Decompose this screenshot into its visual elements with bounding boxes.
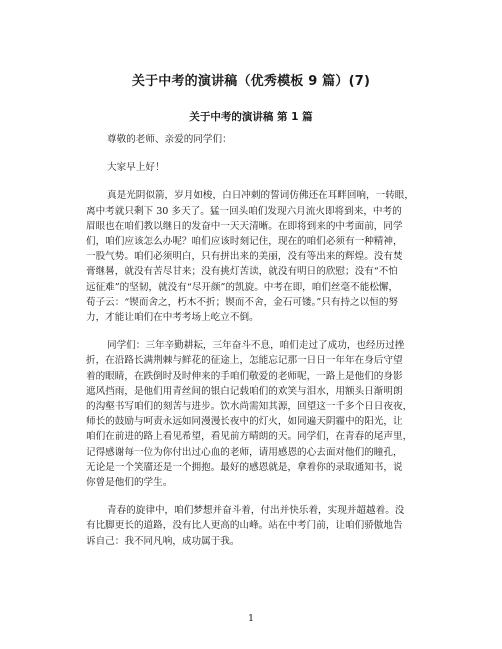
text-line: 着的眼睛，在跌倒时及时伸来的手咱们敬爱的老师呢，一路上是他们的身影 xyxy=(86,370,403,382)
text-line: 荀子云：“锲而舍之，朽木不折；锲而不舍，金石可镂。”只有持之以恒的努 xyxy=(86,296,399,308)
text-line: 一股气势。咱们必须明白，只有拼出来的美丽，没有等出来的辉煌。没有焚 xyxy=(86,251,403,263)
text-line: 折，在沿路长满荆棘与鲜花的征途上，怎能忘记那一日日一年年在身后守望 xyxy=(86,355,403,367)
text-line: 眉眼也在咱们教以继日的发奋中一天天清晰。在即将到来的中考面前，同学 xyxy=(86,220,403,232)
text-line: 膏继晷，就没有苦尽甘来；没有挑灯苦读，就没有明日的欣慰；没有“不怕 xyxy=(86,266,398,278)
text-line: 记得感谢每一位为你付出过心血的老师，请用感恩的心去面对他们的瞳孔， xyxy=(86,446,403,458)
paragraph-body-3 xyxy=(86,503,438,549)
text-line: 真是光阴似箭，岁月如梭，白日冲刺的誓词仿佛还在耳畔回响，一转眼， xyxy=(107,190,414,202)
section-title: 关于中考的演讲稿 第 1 篇 xyxy=(189,111,313,123)
page-number: 1 xyxy=(247,613,255,624)
text-line: 师长的鼓励与呵责永远如同漫漫长夜中的灯火，如同遍天阴霾中的阳光，让 xyxy=(86,416,403,428)
text-line: 无论是一个笑靥还是一个拥抱。最好的感恩就是，拿着你的录取通知书，说 xyxy=(86,461,403,473)
text-line: 遮风挡雨，是他们用青丝间的银白记载咱们的欢笑与泪水，用额头日渐明朗 xyxy=(86,385,403,397)
paragraph-greeting xyxy=(86,160,438,175)
text-line: 同学们：三年辛勤耕耘，三年奋斗不息，咱们走过了成功，也经历过挫 xyxy=(107,340,405,352)
paragraph-body-1 xyxy=(86,188,438,325)
text-line: 你曾是他们的学生。 xyxy=(86,477,173,489)
text-line: 青春的旋律中，咱们梦想并奋斗着，付出并快乐着，实现并超越着。没 xyxy=(107,505,405,517)
text-line: 有比脚更长的道路，没有比人更高的山峰。站在中考门前，让咱们骄傲地告 xyxy=(86,520,403,532)
text-line: 大家早上好！ xyxy=(107,162,165,174)
text-line: 诉自己：我不同凡响，成功属于我。 xyxy=(86,535,240,547)
text-line: 远征难”的坚韧，就没有“尽开颜”的凯旋。中考在即，咱们丝毫不能松懈， xyxy=(86,281,399,293)
document-title: 关于中考的演讲稿（优秀模板 9 篇）(7) xyxy=(131,74,371,89)
text-line: 尊敬的老师、亲爱的同学们： xyxy=(107,134,232,145)
text-line: 们，咱们应该怎么办呢？咱们应该时刻记住，现在的咱们必须有一种精神， xyxy=(86,236,403,248)
text-line: 的沟壑书写咱们的刻苦与进步。饮水尚需知其源，回望这一千多个日日夜夜， xyxy=(86,401,413,413)
document-body xyxy=(86,132,438,562)
text-line: 力，才能让咱们在中考考场上屹立不倒。 xyxy=(86,312,259,324)
paragraph-salutation xyxy=(86,132,438,147)
text-line: 咱们在前进的路上看见希望，看见前方晴朗的天。同学们，在青春的尾声里， xyxy=(86,431,413,443)
paragraph-body-2 xyxy=(86,338,438,490)
text-line: 离中考就只剩下 30 多天了。猛一回头咱们发现六月流火即将到来，中考的 xyxy=(86,205,402,217)
